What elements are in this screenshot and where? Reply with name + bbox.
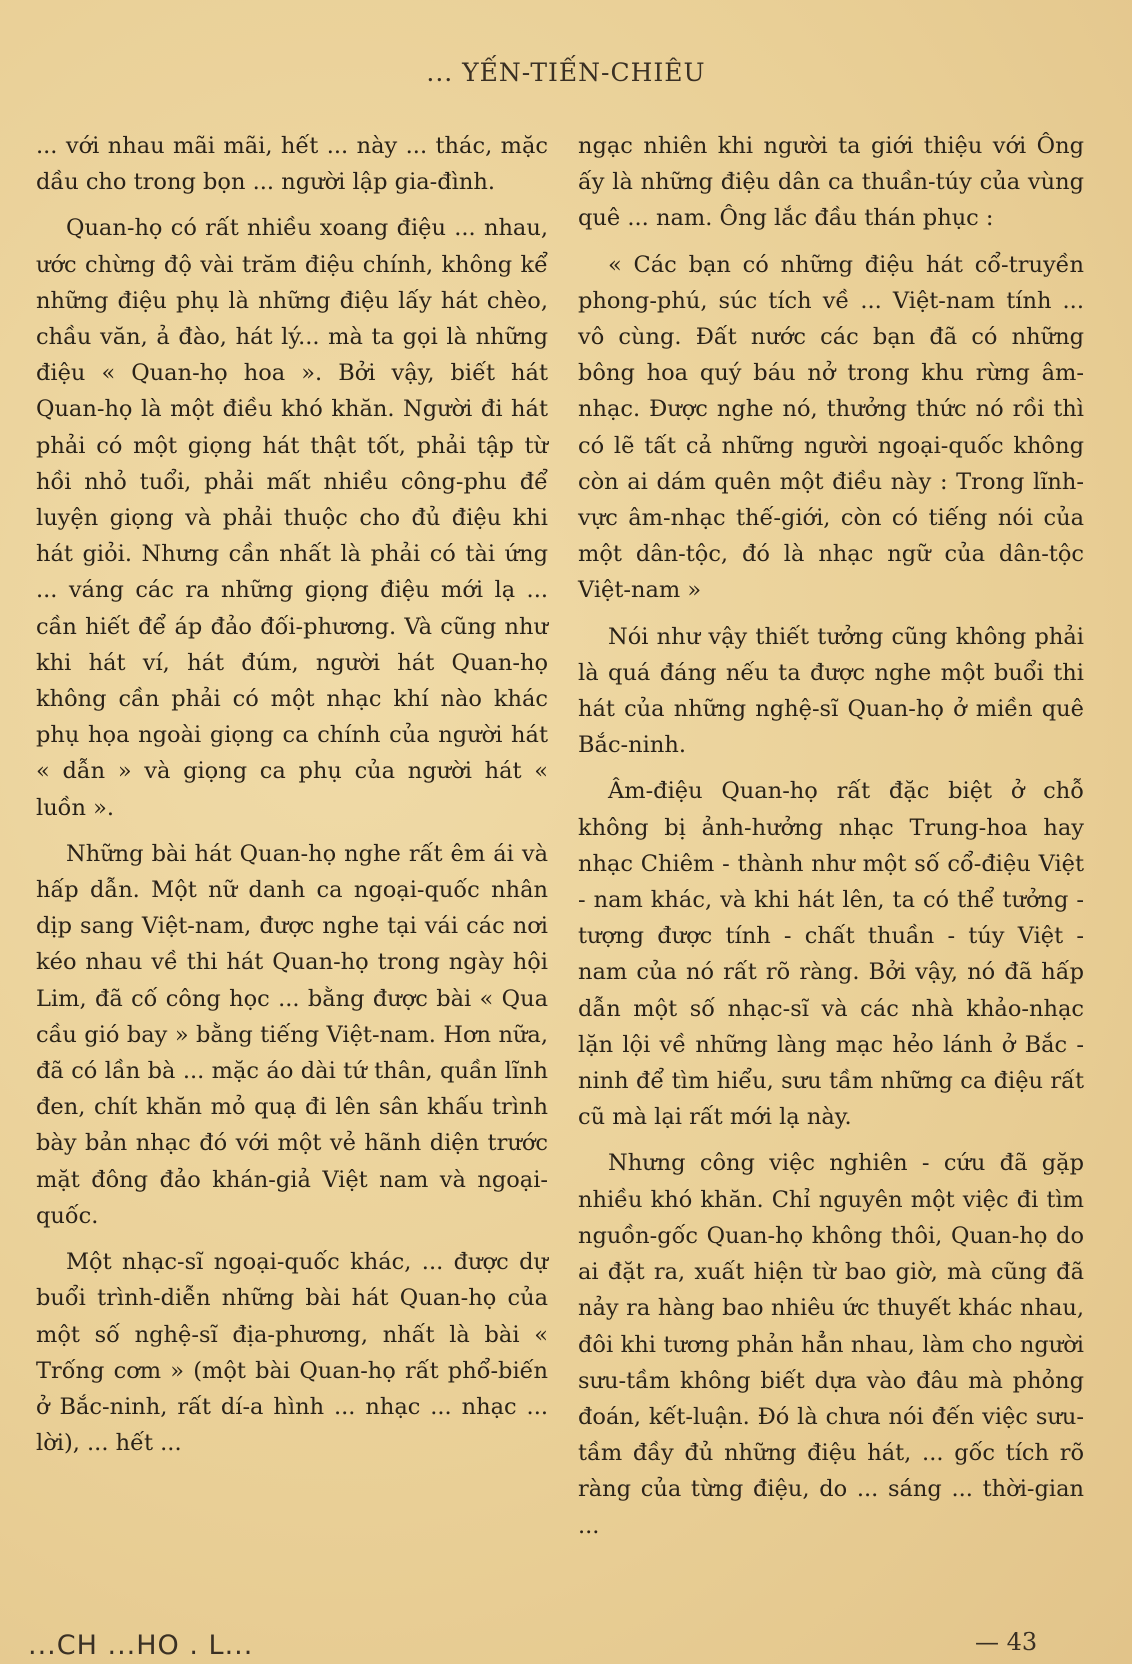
paragraph: Nói như vậy thiết tưởng cũng không phải là quá đáng nếu ta được nghe một buổi thi hát của những nghệ-sĩ Quan-họ ở miền quê Bắc-ninh. [578, 623, 1084, 759]
paragraph: ... với nhau mãi mãi, hết ... này ... thác, mặc dầu cho trong bọn ... người lập gia-đình. [36, 133, 548, 196]
quoted-paragraph: « Các bạn có những điệu hát cổ-truyền phong-phú, súc tích về ... Việt-nam tính ... vô cùng. Đất nước các bạn đã có những bông hoa quý báu nở trong khu rừng âm-nhạc. Được nghe nó, thưởng thức nó rồi thì có lẽ tất cả những người ngoại-quốc không còn ai dám quên một điều này : Trong lĩnh-vực âm-nhạc thế-giới, còn có tiếng nói của một dân-tộc, đó là nhạc ngữ của dân-tộc Việt-nam » [578, 251, 1084, 604]
paragraph: ngạc nhiên khi người ta giới thiệu với Ông ấy là những điệu dân ca thuần-túy của vùng quê ... nam. Ông lắc đầu thán phục : [578, 133, 1084, 232]
footer-publication-title: ...CH ...HO . L... [28, 1630, 254, 1661]
paragraph: Âm-điệu Quan-họ rất đặc biệt ở chỗ không bị ảnh-hưởng nhạc Trung-hoa hay nhạc Chiêm - thành như một số cổ-điệu Việt - nam khác, và khi hát lên, ta có thể tưởng - tượng được tính - chất thuần - túy Việt - nam của nó rất rõ ràng. Bởi vậy, nó đã hấp dẫn một số nhạc-sĩ và các nhà khảo-nhạc lặn lội về những làng mạc hẻo lánh ở Bắc - ninh để tìm hiểu, sưu tầm những ca điệu rất cũ mà lại rất mới lạ này. [578, 778, 1084, 1131]
paragraph: Quan-họ có rất nhiều xoang điệu ... nhau, ước chừng độ vài trăm điệu chính, không kể những điệu phụ là những điệu lấy hát chèo, chầu văn, ả đào, hát lý... mà ta gọi là những điệu « Quan-họ hoa ». Bởi vậy, biết hát Quan-họ là một điều khó khăn. Người đi hát phải có một giọng hát thật tốt, phải tập từ hồi nhỏ tuổi, phải mất nhiều công-phu để luyện giọng và phải thuộc cho đủ điệu khi hát giỏi. Nhưng cần nhất là phải có tài ứng ... váng các ra những giọng điệu mới lạ ... cần hiết để áp đảo đối-phương. Và cũng như khi hát ví, hát đúm, người hát Quan-họ không cần phải có một nhạc khí nào khác phụ họa ngoài giọng ca chính của người hát « dẫn » và giọng ca phụ của người hát « luồn ». [36, 215, 548, 821]
paragraph: Một nhạc-sĩ ngoại-quốc khác, ... được dự buổi trình-diễn những bài hát Quan-họ của một số nghệ-sĩ địa-phương, nhất là bài « Trống cơm » (một bài Quan-họ rất phổ-biến ở Bắc-ninh, rất dí-a hình ... nhạc ... nhạc ... lời), ... hết ... [36, 1249, 548, 1457]
right-column [578, 128, 1084, 1554]
paragraph: Những bài hát Quan-họ nghe rất êm ái và hấp dẫn. Một nữ danh ca ngoại-quốc nhân dịp sang Việt-nam, được nghe tại vái các nơi kéo nhau về thi hát Quan-họ trong ngày hội Lim, đã cố công học ... bằng được bài « Qua cầu gió bay » bằng tiếng Việt-nam. Hơn nữa, đã có lần bà ... mặc áo dài tứ thân, quần lĩnh đen, chít khăn mỏ quạ đi lên sân khấu trình bày bản nhạc đó với một vẻ hãnh diện trước mặt đông đảo khán-giả Việt nam và ngoại-quốc. [36, 840, 548, 1229]
paragraph: Nhưng công việc nghiên - cứu đã gặp nhiều khó khăn. Chỉ nguyên một việc đi tìm nguồn-gốc Quan-họ không thôi, Quan-họ do ai đặt ra, xuất hiện từ bao giờ, mà cũng đã nảy ra hàng bao nhiêu ức thuyết khác nhau, đôi khi tương phản hẳn nhau, làm cho người sưu-tầm không biết dựa vào đâu mà phỏng đoán, kết-luận. Đó là chưa nói đến việc sưu-tầm đầy đủ những điệu hát, ... gốc tích rõ ràng của từng điệu, do ... sáng ... thời-gian ... [578, 1150, 1084, 1539]
page-number: — 43 [975, 1628, 1038, 1656]
left-column [36, 128, 548, 1471]
running-title: ... YẾN-TIẾN-CHIÊU [426, 58, 706, 87]
